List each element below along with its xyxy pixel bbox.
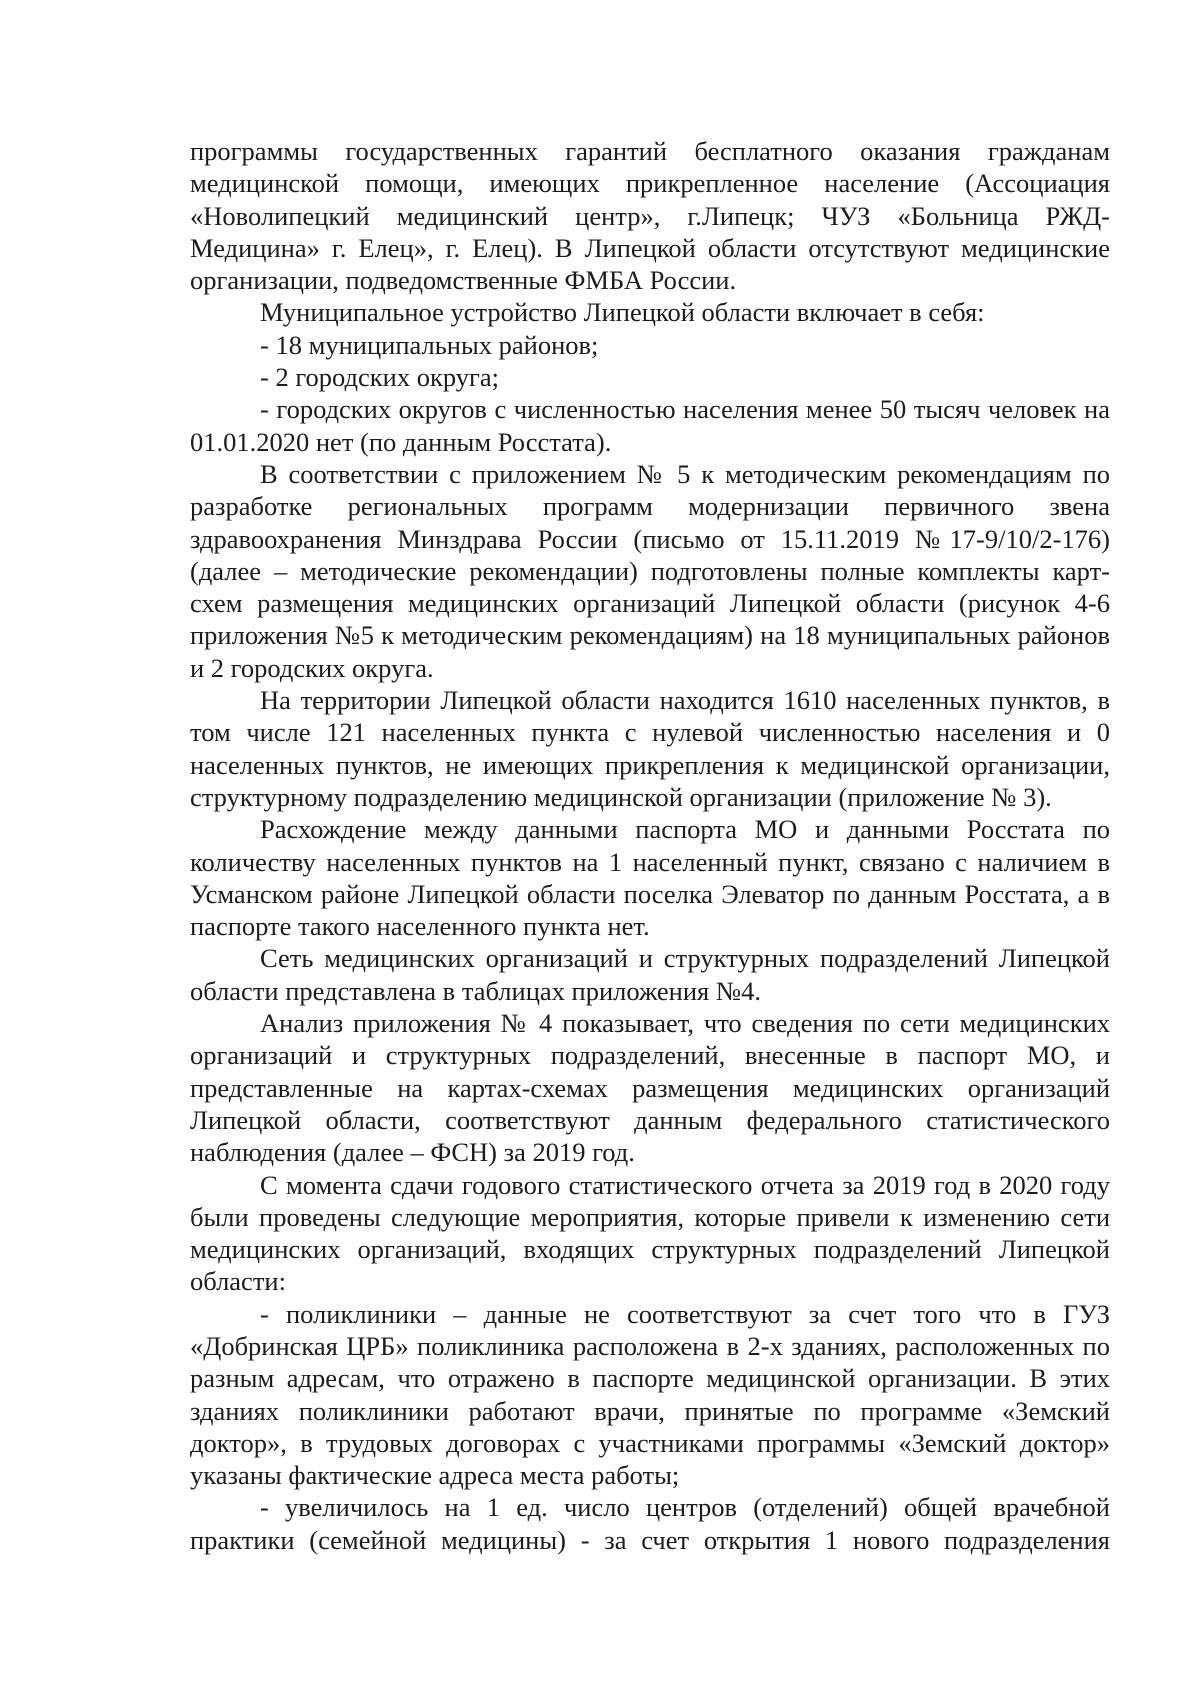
paragraph-settlements: На территории Липецкой области находится 1610 населенных пунктов, в том числе 121 населенных пункта с нулевой численностью населения и 0 населенных пунктов, не имеющих прикрепления к медицинской организации, структурному подразделению медицинской организации (приложение № 3). — [190, 685, 1110, 812]
list-item-gp-centers: - увеличилось на 1 ед. число центров (отделений) общей врачебной практики (семейной медицины) - за счет открытия 1 нового подразделения — [190, 1492, 1110, 1555]
paragraph-analysis: Анализ приложения № 4 показывает, что сведения по сети медицинских организаций и структурных подразделений, внесенные в паспорт МО, и представленные на картах-схемах размещения медицинских организаций Липецкой области, соответствуют данным федерального статистического наблюдения (далее – ФСН) за 2019 год. — [190, 1008, 1110, 1168]
paragraph-program-guarantees: программы государственных гарантий бесплатного оказания гражданам медицинской помощи, имеющих прикрепленное население (Ассоциация «Новолипецкий медицинский центр», г.Липецк; ЧУЗ «Больница РЖД-Медицина» г. Елец», г. Елец). В Липецкой области отсутствуют медицинские организации, подведомственные ФМБА России. — [190, 136, 1110, 296]
list-item-small-city-districts: - городских округов с численностью населения менее 50 тысяч человек на 01.01.2020 нет (по данным Росстата). — [190, 394, 1110, 457]
list-item-districts: - 18 муниципальных районов; — [260, 329, 599, 360]
paragraph-methodical-recommendations: В соответствии с приложением № 5 к методическим рекомендациям по разработке региональных программ модернизации первичного звена здравоохранения Минздрава России (письмо от 15.11.2019 №17-9/10/2-176) (далее – методические рекомендации) подготовлены полные комплекты карт-схем размещения медицинских организаций Липецкой области (рисунок 4-6 приложения №5 к методическим рекомендациям) на 18 муниципальных районов и 2 городских округа. — [190, 458, 1110, 683]
list-item-polyclinics: - поликлиники – данные не соответствуют за счет того что в ГУЗ «Добринская ЦРБ» поликлиника расположена в 2-х зданиях, расположенных по разным адресам, что отражено в паспорте медицинской организации. В этих зданиях поликлиники работают врачи, принятые по программе «Земский доктор», в трудовых договорах с участниками программы «Земский доктор» указаны фактические адреса места работы; — [190, 1298, 1110, 1491]
paragraph-municipal-structure: Муниципальное устройство Липецкой области включает в себя: — [260, 297, 985, 328]
paragraph-measures: С момента сдачи годового статистического отчета за 2019 год в 2020 году были проведены следующие мероприятия, которые привели к изменению сети медицинских организаций, входящих структурных подразделений Липецкой области: — [190, 1169, 1110, 1297]
list-item-city-districts: - 2 городских округа; — [260, 362, 499, 393]
paragraph-discrepancy: Расхождение между данными паспорта МО и данными Росстата по количеству населенных пунктов на 1 населенный пункт, связано с наличием в Усманском районе Липецкой области поселка Элеватор по данным Росстата, а в паспорте такого населенного пункта нет. — [190, 814, 1110, 942]
document-body — [190, 135, 1110, 1556]
paragraph-network: Сеть медицинских организаций и структурных подразделений Липецкой области представлена в таблицах приложения №4. — [190, 943, 1110, 1006]
